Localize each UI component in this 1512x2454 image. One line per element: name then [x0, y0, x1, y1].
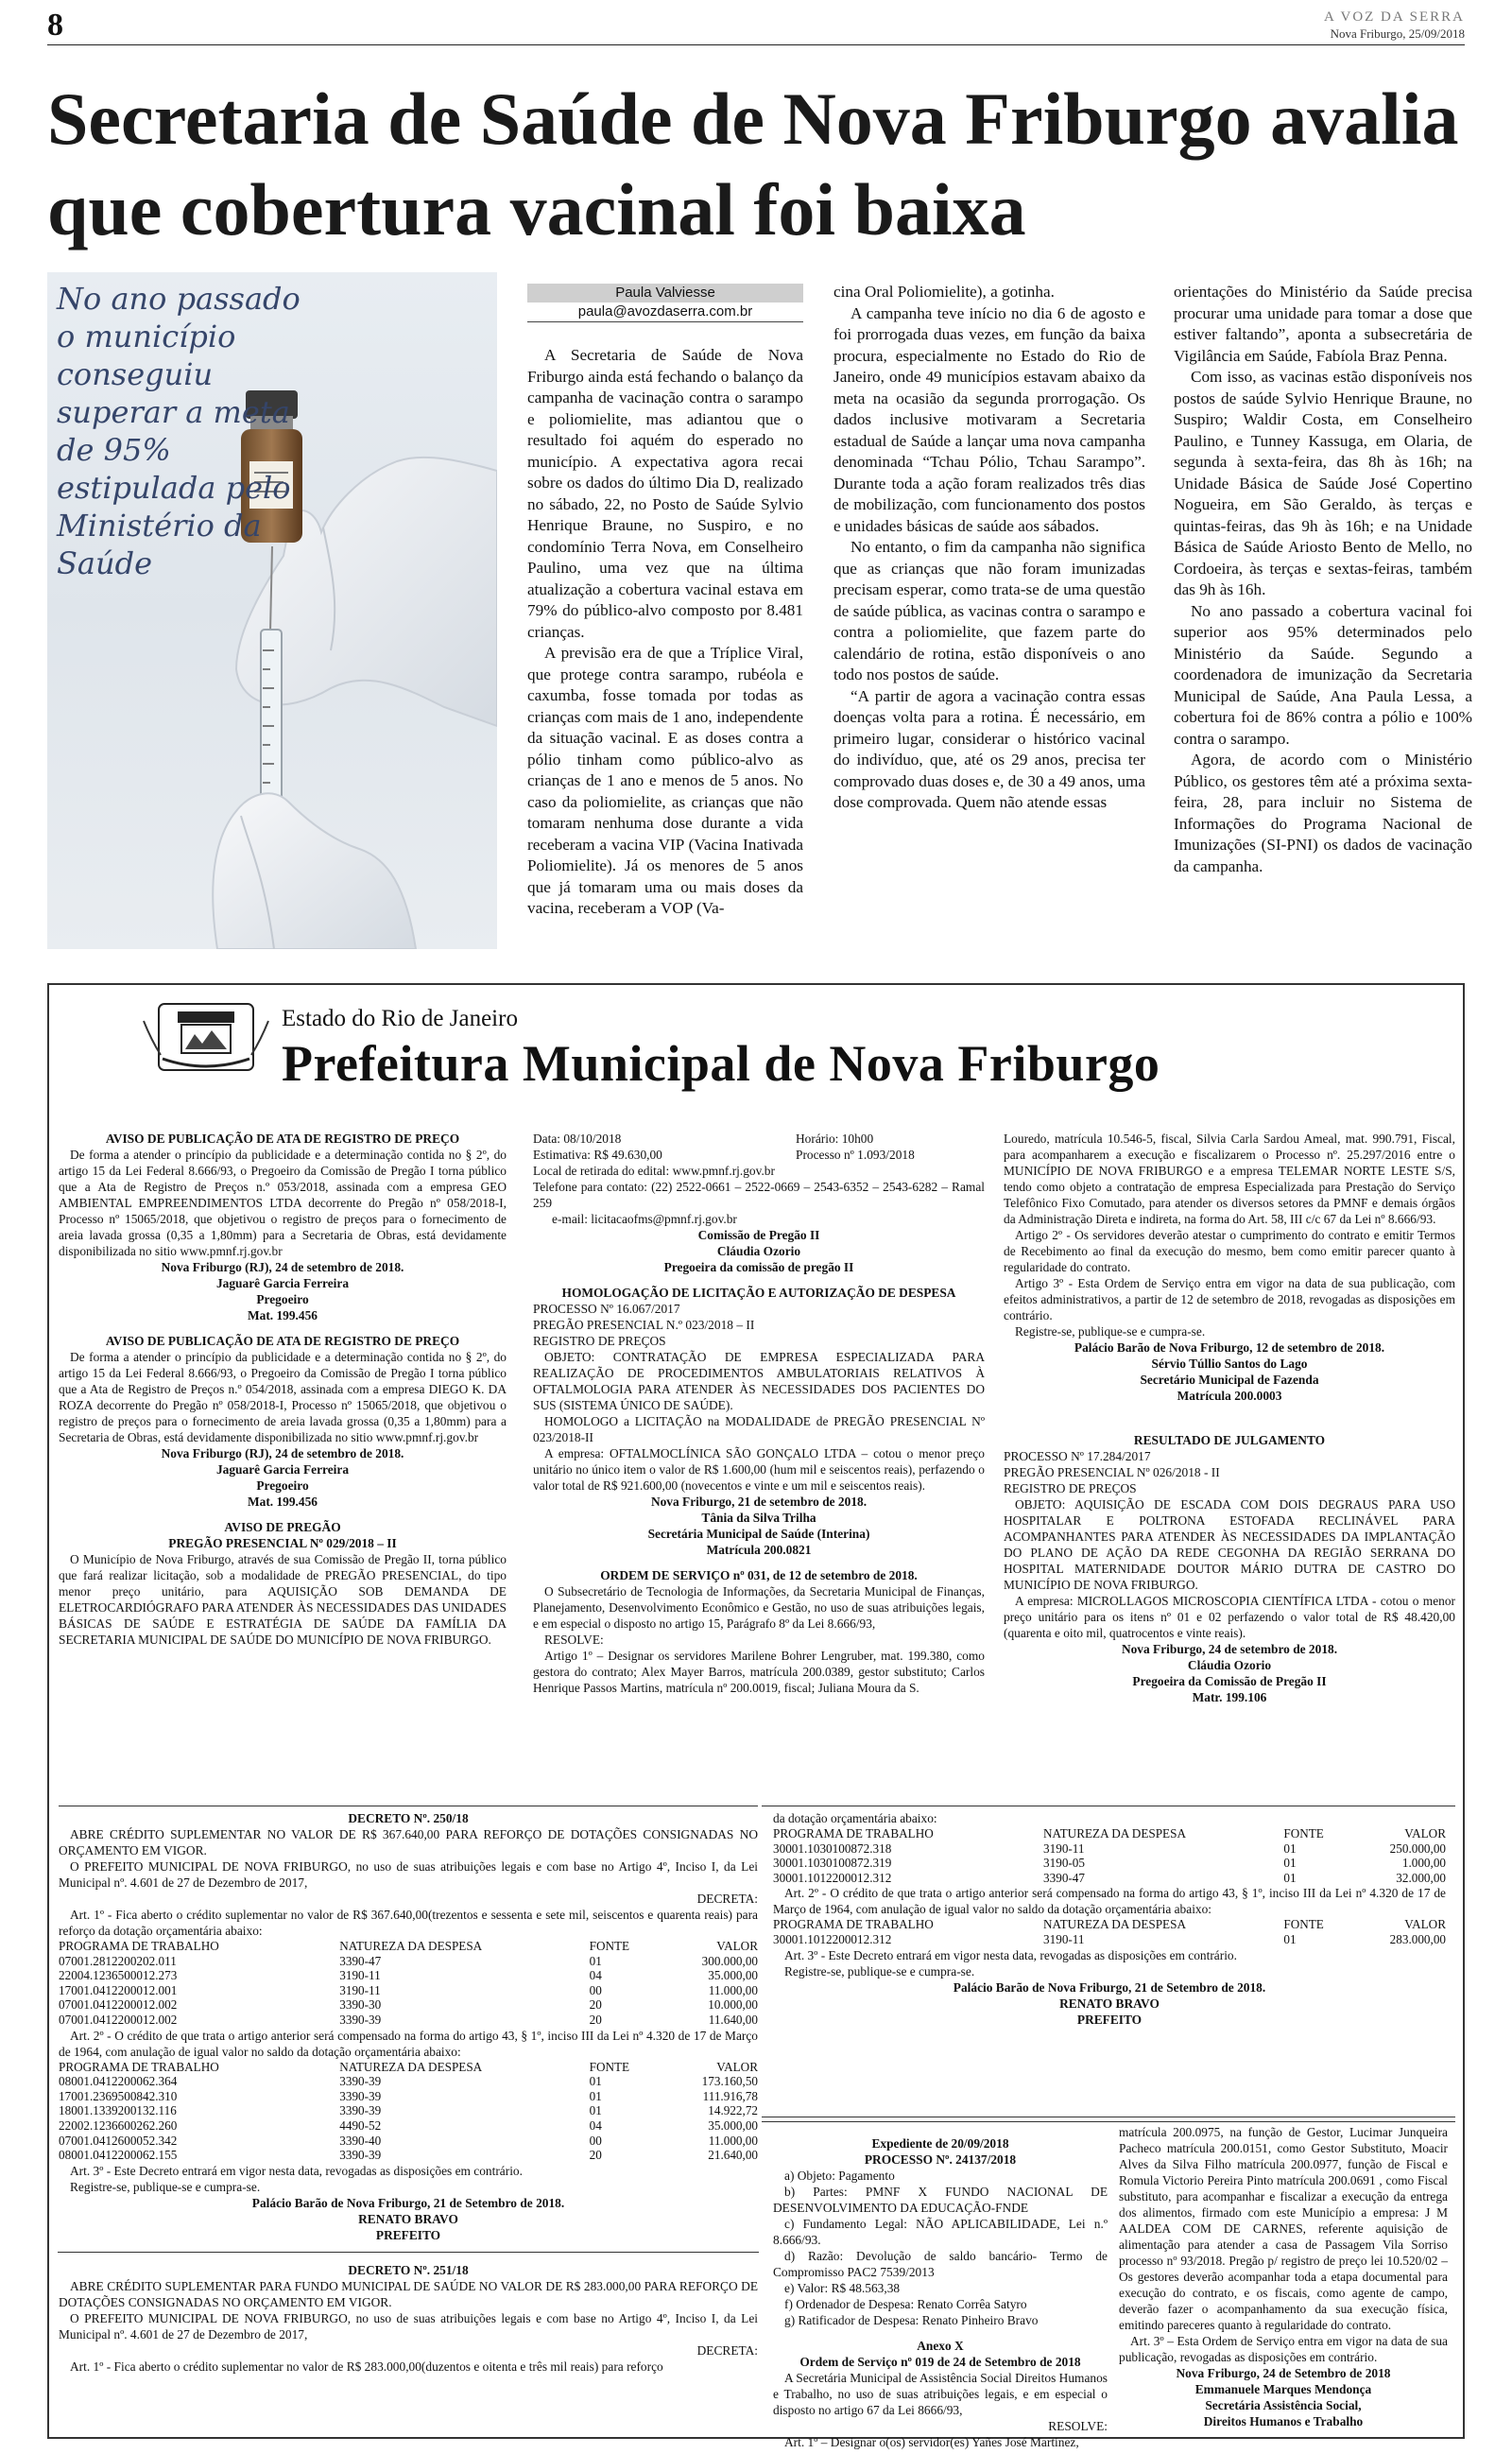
table-row	[59, 2089, 758, 2104]
headline: Secretaria de Saúde de Nova Friburgo avalia que cobertura vacinal foi baixa	[47, 78, 1459, 251]
table-cell: 07001.2812200202.011	[59, 1953, 177, 1968]
table-header-row	[59, 2060, 758, 2075]
table-header-cell: NATUREZA DA DESPESA	[1043, 1826, 1186, 1840]
table-cell: 07001.0412200012.002	[59, 1997, 178, 2013]
table-header-cell: PROGRAMA DE TRABALHO	[773, 1826, 934, 1840]
ordem-art1-cont: Louredo, matrícula 10.546-5, fiscal, Silvia Carla Sardou Ameal, mat. 990.791, Fiscal, para acompanharem a execução e fiscalizarem o Processo nº. 25.297/2016 entre o MUNICÍPIO DE NOVA FRIBURGO e a empresa TELEMAR NORTE LESTE S/S, tendo como objeto a contratação de empresa Especializada para Prestação do Serviço Telefônico Fixo Comutado, para atender os diversos setores da PMNF e demais órgãos da Administração Direta e indireta, na forma do Art. 58, III c/c 67 da Lei nº 8.666/93.	[1004, 1132, 1455, 1226]
table-cell: 11.000,00	[708, 2133, 758, 2148]
ordem-art1-part: Artigo 1º – Designar os servidores Marilene Bohrer Lengruber, mat. 199.380, como gestora do contrato; Alex Mayer Barros, matrícula 200.0389, gestor substituto; Carlos Henrique Passos Martins, matrícula nº 200.0019, fiscal; Juliana Moura da S.	[533, 1649, 985, 1695]
prefeitura-title: Prefeitura Municipal de Nova Friburgo	[282, 1035, 1160, 1092]
pregao-process: Processo nº 1.093/2018	[796, 1148, 915, 1162]
table-cell: 21.640,00	[708, 2148, 758, 2163]
table-header-row	[59, 1939, 758, 1954]
decreto-registre: Registre-se, publique-se e cumpra-se.	[784, 1963, 975, 1979]
table-header-cell: FONTE	[1283, 1917, 1324, 1932]
signatory-role: Secretário Municipal de Fazenda	[1140, 1373, 1319, 1387]
homolog-objeto: OBJETO: CONTRATAÇÃO DE EMPRESA ESPECIALIZADA PARA REALIZAÇÃO DE PROCEDIMENTOS AMBULATORIAIS RELATIVOS À OFTALMOLOGIA PARA ATENDER ÀS NECESSIDADES DOS PACIENTES DO SUS (SISTEMA ÚNICO DE SAÚDE).	[533, 1350, 985, 1412]
table-cell: 08001.0412200062.155	[59, 2148, 178, 2163]
notice-title: AVISO DE PREGÃO	[224, 1520, 341, 1534]
signatory-mat: Mat. 199.456	[247, 1308, 318, 1322]
table-cell: 11.640,00	[708, 2012, 758, 2027]
dotacao-table-1	[59, 1939, 758, 2028]
legal-column-1	[59, 1131, 507, 1648]
decreto-art3: Art. 3º - Este Decreto entrará em vigor nesta data, revogadas as disposições em contrário.	[784, 1947, 1237, 1962]
table-cell: 04	[589, 2117, 602, 2133]
expediente-item: e) Valor: R$ 48.563,38	[784, 2281, 901, 2295]
homolog-empresa: A empresa: OFTALMOCLÍNICA SÃO GONÇALO LTDA – cotou o menor preço unitário no único item o valor de R$ 1.600,00 (hum mil e seiscentos reais), perfazendo o valor total de R$ 921.600,00 (novecentos e vinte e um mil e seiscentos reais).	[533, 1446, 985, 1493]
signatory-mat: Matrícula 200.0003	[1177, 1389, 1282, 1403]
pregao-local: Local de retirada do edital: www.pmnf.rj.gov.br	[533, 1164, 775, 1178]
decreto-art1: Art. 1º - Fica aberto o crédito suplementar no valor de R$ 367.640,00(trezentos e sessenta e sete mil, seiscentos e quarenta reais) para reforço da dotação orçamentária abaixo:	[59, 1908, 758, 1938]
table-cell: 01	[589, 2074, 602, 2089]
table-cell: 01	[1283, 1840, 1297, 1856]
homolog-line: REGISTRO DE PREÇOS	[533, 1334, 666, 1348]
notice-date: Palácio Barão de Nova Friburgo, 21 de Setembro de 2018.	[953, 1979, 1266, 1995]
article-column-2	[833, 282, 1145, 814]
table-row	[59, 2134, 758, 2149]
table-cell: 17001.2369500842.310	[59, 2088, 178, 2103]
notice-date: Nova Friburgo, 21 de setembro de 2018.	[650, 1495, 868, 1509]
municipal-seal-icon	[140, 1002, 272, 1072]
anexo-body: A Secretária Municipal de Assistência Social Direitos Humanos e Trabalho, no uso de suas atribuições legais, e em especial o disposto no artigo 67 da Lei 8666/93,	[773, 2371, 1108, 2417]
table-cell: 35.000,00	[708, 1968, 758, 1983]
table-row	[773, 1856, 1446, 1871]
table-row	[59, 2148, 758, 2163]
table-cell: 30001.1030100872.318	[773, 1840, 892, 1856]
dotacao-table-3	[773, 1826, 1446, 1885]
notice-date: Palácio Barão de Nova Friburgo, 12 de setembro de 2018.	[1074, 1340, 1385, 1355]
state-name: Estado do Rio de Janeiro	[282, 1006, 518, 1031]
table-cell: 20	[589, 2148, 602, 2163]
notice-body: De forma a atender o princípio da publicidade e a determinação contida no § 2º, do artigo 15 da Lei Federal 8.666/93, o Pregoeiro da Comissão de Pregão I torna público que a Ata de Registro de Preços n.º 054/2018, assinada com a empresa DIEGO K. DA ROZA decorrente do Pregão nº 058/2018-I, Processo nº 15065/2018, que objetivou o registro de preços para o fornecimento de areia lavada grossa (0,35 a 1,80mm) para a Secretaria de Obras, está devidamente disponibilizada no sitio www.pmnf.rj.gov.br	[59, 1350, 507, 1444]
table-cell: 00	[589, 1982, 602, 1997]
table-cell: 22002.1236600262.260	[59, 2117, 178, 2133]
anexo-title: Anexo X	[917, 2339, 964, 2353]
table-cell: 20	[589, 2012, 602, 2027]
table-cell: 3390-39	[339, 2074, 382, 2089]
table-header-cell: FONTE	[589, 1939, 630, 1953]
byline-email[interactable]: paula@avozdaserra.com.br	[527, 302, 803, 322]
article-paragraph: A Secretaria de Saúde de Nova Friburgo ainda está fechando o balanço da campanha de vacinação contra o sarampo e poliomielite, mas adiantou que o resultado foi aquém do esperado no município. A expectativa agora recai sobre os dados do último Dia D, realizado no sábado, 22, no Posto de Saúde Sylvio Henrique Braune, no Suspiro, e no condomínio Terra Nova, em Conselheiro Paulino, uma vez que na última atualização a cobertura vacinal estava em 79% do público-alvo composto por 8.481 crianças.	[527, 346, 803, 641]
expediente-item: c) Fundamento Legal: NÃO APLICABILIDADE, Lei n.º 8.666/93.	[773, 2217, 1108, 2247]
table-cell: 3390-47	[1043, 1870, 1085, 1885]
decreto-decreta: DECRETA:	[696, 2342, 758, 2358]
table-cell: 3190-11	[339, 1968, 381, 1983]
decreto-ementa: ABRE CRÉDITO SUPLEMENTAR NO VALOR DE R$ 367.640,00 PARA REFORÇO DE DOTAÇÕES CONSIGNADAS NO ORÇAMENTO EM VIGOR.	[59, 1827, 758, 1858]
table-cell: 3190-05	[1043, 1856, 1085, 1871]
table-cell: 250.000,00	[1389, 1840, 1446, 1856]
signatory-role: PREFEITO	[1076, 2012, 1143, 2027]
notice-title: AVISO DE PUBLICAÇÃO DE ATA DE REGISTRO DE PREÇO	[105, 1132, 460, 1146]
ordem-art2: Artigo 2º - Os servidores deverão atestar o cumprimento do contrato e emitir Termos de Recebimento ao final da execução do mesmo, bem como emitir parecer quanto à regularidade do contrato.	[1004, 1228, 1455, 1274]
newspaper-masthead: A VOZ DA SERRA	[1324, 9, 1465, 25]
page-header	[47, 8, 1465, 45]
expediente-item: b) Partes: PMNF X FUNDO NACIONAL DE DESENVOLVIMENTO DA EDUCAÇÃO-FNDE	[773, 2185, 1108, 2215]
notice-date: Nova Friburgo, 24 de Setembro de 2018	[1176, 2366, 1391, 2380]
table-cell: 3390-47	[339, 1953, 382, 1968]
pregao-date: Data: 08/10/2018	[533, 1132, 622, 1146]
anexo-resolve: RESOLVE:	[1048, 2419, 1108, 2433]
notice-date: Nova Friburgo (RJ), 24 de setembro de 2018.	[161, 1446, 404, 1460]
signatory-name: Cláudia Ozorio	[1187, 1658, 1272, 1672]
table-cell: 10.000,00	[708, 1997, 758, 2013]
notice-title: RESULTADO DE JULGAMENTO	[1133, 1433, 1326, 1447]
article-paragraph: A campanha teve início no dia 6 de agosto e foi prorrogada duas vezes, em função da baixa procura, especialmente no Estado do Rio de Janeiro, onde 49 municípios estavam abaixo da meta na ocasião da segunda prorrogação. Os dados inclusive motivaram a Secretaria estadual de Saúde a lançar uma nova campanha denominada “Tchau Pólio, Tchau Sarampo”. Durante toda a ação foram realizados três dias de mobilização, com funcionamento dos postos e unidades básicas de saúde aos sábados.	[833, 303, 1145, 535]
table-cell: 3390-39	[339, 2012, 382, 2027]
article-column-1	[527, 345, 803, 920]
table-cell: 3190-11	[1043, 1931, 1085, 1946]
table-cell: 173.160,50	[701, 2074, 758, 2089]
resultado-empresa: A empresa: MICROLLAGOS MICROSCOPIA CIENTÍFICA LTDA - cotou o menor preço unitário para os itens nº 01 e 02 perfazendo o valor total de R$ 48.420,00 (quarenta e oito mil, quatrocentos e vinte reais).	[1004, 1594, 1455, 1640]
ordem-resolve: RESOLVE:	[544, 1633, 604, 1647]
notice-title: HOMOLOGAÇÃO DE LICITAÇÃO E AUTORIZAÇÃO DE DESPESA	[561, 1286, 956, 1300]
decreto-art2: Art. 2º - O crédito de que trata o artigo anterior será compensado na forma do artigo 43, § 1º, inciso III da Lei nº 4.320 de 17 de Março de 1964, com anulação de igual valor no saldo da dotação orçamentária abaixo:	[773, 1886, 1446, 1917]
decreto-251-cont	[773, 1810, 1446, 2028]
pregao-estimate: Estimativa: R$ 49.630,00	[533, 1148, 662, 1162]
notice-subtitle: PREGÃO PRESENCIAL Nº 029/2018 – II	[168, 1536, 397, 1550]
byline	[527, 284, 803, 322]
pregao-email: e-mail: licitacaofms@pmnf.rj.gov.br	[552, 1212, 737, 1226]
signatory-role: Secretária Assistência Social,	[1205, 2398, 1362, 2412]
dotacao-table-2	[59, 2060, 758, 2163]
table-header-cell: PROGRAMA DE TRABALHO	[59, 1939, 219, 1953]
table-header-cell: PROGRAMA DE TRABALHO	[59, 2059, 219, 2074]
table-cell: 283.000,00	[1389, 1931, 1446, 1946]
article-paragraph-5a: “A partir de agora a vacinação contra essas doenças volta para a rotina. É necessário, em primeiro lugar, considerar o histórico vacinal do indivíduo, que, até os 29 anos, precisa ter comprovado duas doses e, de 30 a 49 anos, uma dose comprovada. Quem não atende essas	[833, 686, 1145, 811]
table-row	[773, 1841, 1446, 1857]
anexo-cont	[1119, 2124, 1448, 2429]
expediente-processo: PROCESSO Nº. 24137/2018	[864, 2152, 1017, 2167]
decreto-title: DECRETO Nº. 250/18	[348, 1811, 469, 1825]
table-cell: 300.000,00	[701, 1953, 758, 1968]
anexo-ordem: Ordem de Serviço nº 019 de 24 de Setembro de 2018	[799, 2355, 1081, 2369]
signatory-name: Sérvio Túllio Santos do Lago	[1151, 1357, 1308, 1371]
photo-caption: No ano passado o município conseguiu superar a meta de 95% estipulada pelo Ministério da Saúde	[57, 281, 301, 581]
article-paragraph: No ano passado a cobertura vacinal foi superior aos 95% determinados pelo Ministério da Saúde. Segundo a coordenadora de imunização da Secretaria Municipal de Saúde, Ana Paula Lessa, a cobertura foi de 86% contra a pólio e 100% contra o sarampo.	[1174, 601, 1472, 748]
table-cell: 3190-11	[339, 1982, 381, 1997]
notice-date: Nova Friburgo (RJ), 24 de setembro de 2018.	[161, 1260, 404, 1274]
table-cell: 14.922,72	[708, 2103, 758, 2118]
table-row	[59, 2118, 758, 2134]
expediente	[773, 2135, 1108, 2450]
pregao-time: Horário: 10h00	[796, 1132, 874, 1146]
notice-title: ORDEM DE SERVIÇO nº 031, de 12 de setembro de 2018.	[600, 1568, 918, 1582]
byline-author: Paula Valviesse	[527, 284, 803, 302]
expediente-title: Expediente de 20/09/2018	[871, 2136, 1009, 2151]
table-cell: 18001.1339200132.116	[59, 2103, 177, 2118]
notice-title: AVISO DE PUBLICAÇÃO DE ATA DE REGISTRO DE PREÇO	[105, 1334, 460, 1348]
table-cell: 30001.1012200012.312	[773, 1931, 892, 1946]
signatory-mat: Mat. 199.456	[247, 1495, 318, 1509]
resultado-objeto: OBJETO: AQUISIÇÃO DE ESCADA COM DOIS DEGRAUS PARA USO HOSPITALAR E POLTRONA ESTOFADA RECLINÁVEL PARA ACOMPANHANTES PARA ATENDER ÀS NECESSIDADES DA IMPLANTAÇÃO DO PLANO DE AÇÃO DA REDE CEGONHA DA REGIÃO SERRANA DO HOSPITAL MATERNIDADE DOUTOR MÁRIO DUTRA DE CASTRO DO MUNICÍPIO DE NOVA FRIBURGO.	[1004, 1497, 1455, 1592]
signatory-role: PREFEITO	[375, 2227, 441, 2242]
article-paragraph-5b: orientações do Ministério da Saúde precisa procurar uma unidade para tomar a dose que estiver faltando”, aponta a subsecretária de Vigilância em Saúde, Fabíola Braz Penna.	[1174, 283, 1472, 365]
table-row	[59, 1954, 758, 1969]
notice-body: O Município de Nova Friburgo, através de sua Comissão de Pregão II, torna público que fará realizar licitação, sob a modalidade de PREGÃO PRESENCIAL, do tipo menor preço unitário, para AQUISIÇÃO SOB DEMANDA DE ELETROCARDIÓGRAFO PARA ATENDER ÀS NECESSIDADES DAS UNIDADES BÁSICAS DE SAÚDE E ESTRATÉGIA DE SAÚDE DA FAMÍLIA DA SECRETARIA MUNICIPAL DE SAÚDE DO MUNICÍPIO DE NOVA FRIBURGO.	[59, 1552, 507, 1647]
decreto-art3: Art. 3º - Este Decreto entrará em vigor nesta data, revogadas as disposições em contrário.	[70, 2163, 523, 2178]
expediente-item: a) Objeto: Pagamento	[784, 2169, 895, 2183]
table-row	[59, 1997, 758, 2013]
table-cell: 01	[1283, 1870, 1297, 1885]
expediente-item: f) Ordenador de Despesa: Renato Corrêa Satyro	[784, 2297, 1027, 2311]
decreto-decreta: DECRETA:	[696, 1892, 758, 1906]
table-cell: 01	[1283, 1856, 1297, 1871]
table-row	[773, 1871, 1446, 1886]
article-paragraph-2a: A previsão era de que a Tríplice Viral, que protege contra sarampo, rubéola e caxumba, fosse tomada por todas as crianças com mais de 1 ano, independente da situação vacinal. E as doses contra a pólio tinham como público-alvo as crianças de 1 ano e menos de 5 anos. No caso da poliomielite, as crianças que não tomaram nenhuma dose durante a vida receberam a vacina VIP (Vacina Inativada Poliomielite). Já os menores de 5 anos que já tomaram uma ou mais doses da vacina, receberam a VOP (Va-	[527, 644, 803, 917]
resultado-line: REGISTRO DE PREÇOS	[1004, 1481, 1137, 1495]
table-cell: 07001.0412200012.002	[59, 2012, 178, 2027]
decreto-art2: Art. 2º - O crédito de que trata o artigo anterior será compensado na forma do artigo 43, § 1º, inciso III da Lei nº 4.320 de 17 de Março de 1964, com anulação de igual valor no saldo da dotação orçamentária abaixo:	[59, 2028, 758, 2059]
table-cell: 32.000,00	[1396, 1870, 1446, 1885]
table-cell: 01	[589, 2088, 602, 2103]
table-cell: 3390-39	[339, 2148, 382, 2163]
ordem-art3: Artigo 3º - Esta Ordem de Serviço entra em vigor na data de sua publicação, com efeitos administrativos, a partir de 12 de setembro de 2018, revogadas as disposições em contrário.	[1004, 1276, 1455, 1322]
resultado-line: PROCESSO Nº 17.284/2017	[1004, 1449, 1151, 1463]
ordem-registre: Registre-se, publique-se e cumpra-se.	[1015, 1324, 1206, 1339]
dotacao-table-4	[773, 1917, 1446, 1946]
table-cell: 3190-11	[1043, 1840, 1085, 1856]
signatory-name: Emmanuele Marques Mendonça	[1194, 2382, 1372, 2396]
table-header-cell: NATUREZA DA DESPESA	[339, 2059, 483, 2074]
notice-body: De forma a atender o princípio da publicidade e a determinação contida no § 2º, do artigo 15 da Lei Federal 8.666/93, o Pregoeiro da Comissão de Pregão I torna público que a Ata de Registro de Preços n.º 053/2018, assinada com a empresa GEO AMBIENTAL EMPREENDIMENTOS LTDA decorrente do Pregão nº 058/2018-I, Processo nº 15065/2018, que objetivou o registro de preços para o fornecimento de areia lavada grossa (0,35 a 1,80mm) para a Secretaria de Obras, está devidamente disponibilizada no sitio www.pmnf.rj.gov.br	[59, 1148, 507, 1258]
table-header-cell: VALOR	[1404, 1826, 1446, 1840]
table-cell: 3390-40	[339, 2133, 382, 2148]
table-cell: 3390-39	[339, 2088, 382, 2103]
signatory-name: Cláudia Ozorio	[716, 1244, 801, 1258]
article-paragraph: Com isso, as vacinas estão disponíveis nos postos de saúde Sylvio Henrique Braune, no Suspiro; Waldir Costa, em Conselheiro Paulino, e Tunney Kassuga, em Olaria, de segunda à sexta-feira, das 8h às 16h; na Unidade Básica de Saúde José Copertino Nogueira, em São Geraldo, às terças e quintas-feiras, das 9h às 16h; e na Unidade Básica de Saúde Ariosto Bento de Mello, no Cordoeira, às terças e sextas-feiras, também das 9h às 16h.	[1174, 368, 1472, 598]
pregao-date-row	[533, 1131, 985, 1147]
table-cell: 01	[589, 2103, 602, 2118]
table-header-row	[773, 1826, 1446, 1841]
decreto-250	[59, 1810, 758, 2375]
expediente-item: d) Razão: Devolução de saldo bancário- Termo de Compromisso PAC2 7539/2013	[773, 2249, 1108, 2279]
table-cell: 4490-52	[339, 2117, 382, 2133]
table-cell: 11.000,00	[708, 1982, 758, 1997]
signatory-role: Pregoeira da comissão de pregão II	[663, 1260, 854, 1274]
decreto-registre: Registre-se, publique-se e cumpra-se.	[70, 2179, 261, 2194]
article-column-3	[1174, 282, 1472, 877]
table-header-cell: NATUREZA DA DESPESA	[339, 1939, 483, 1953]
table-header-cell: NATUREZA DA DESPESA	[1043, 1917, 1186, 1932]
table-row	[59, 2074, 758, 2089]
legal-column-2	[533, 1131, 985, 1696]
table-row	[59, 2103, 758, 2118]
table-row	[59, 2013, 758, 2028]
table-cell: 04	[589, 1968, 602, 1983]
signatory-name: Jaguarê Garcia Ferreira	[215, 1462, 350, 1477]
article-paragraph: No entanto, o fim da campanha não significa que as crianças que não foram imunizadas precisam esperar, como trata-se de uma questão de saúde pública, as vacinas contra o sarampo e contra a poliomielite, que fazem parte do calendário de rotina, estão disponíveis o ano todo nos postos de saúde.	[833, 538, 1145, 683]
signatory-mat: Matr. 199.106	[1192, 1690, 1267, 1704]
table-row	[773, 1932, 1446, 1947]
table-header-cell: VALOR	[716, 2059, 758, 2074]
table-cell: 20	[589, 1997, 602, 2013]
table-cell: 35.000,00	[708, 2117, 758, 2133]
anexo-art3: Art. 3º – Esta Ordem de Serviço entra em vigor na data de sua publicação, revogadas as disposições em contrário.	[1119, 2334, 1448, 2364]
article-paragraph-2b: cina Oral Poliomielite), a gotinha.	[833, 283, 1055, 301]
signatory-name: RENATO BRAVO	[358, 2211, 458, 2226]
decreto-251-cont-box	[762, 1806, 1455, 2117]
decreto-ementa: ABRE CRÉDITO SUPLEMENTAR PARA FUNDO MUNICIPAL DE SAÚDE NO VALOR DE R$ 283.000,00 PARA REFORÇO DE DOTAÇÕES CONSIGNADAS NO ORÇAMENTO EM VIGOR.	[59, 2278, 758, 2309]
table-cell: 30001.1012200012.312	[773, 1870, 892, 1885]
table-cell: 01	[589, 1953, 602, 1968]
article-paragraph: Agora, de acordo com o Ministério Público, os gestores têm até a próxima sexta-feira, 28, para incluir no Sistema de Informações do Programa Nacional de Imunizações (SI-PNI) os dados de vacinação da campanha.	[1174, 751, 1472, 875]
table-header-cell: FONTE	[1283, 1826, 1324, 1840]
table-cell: 30001.1030100872.319	[773, 1856, 892, 1871]
homolog-text: HOMOLOGO a LICITAÇÃO na MODALIDADE de PREGÃO PRESENCIAL Nº 023/2018-II	[533, 1414, 985, 1444]
signatory-role: Pregoeiro	[256, 1292, 309, 1306]
legal-column-3	[1004, 1131, 1455, 1705]
page-number: 8	[47, 8, 63, 43]
expediente-box	[762, 2121, 1455, 2449]
table-cell: 1.000,00	[1401, 1856, 1446, 1871]
table-cell: 07001.0412600052.342	[59, 2133, 178, 2148]
decreto-title: DECRETO Nº. 251/18	[348, 2262, 469, 2277]
table-header-cell: PROGRAMA DE TRABALHO	[773, 1917, 934, 1932]
decreto-box	[59, 1806, 758, 2429]
table-cell: 22004.1236500012.273	[59, 1968, 178, 1983]
signatory-name: Jaguarê Garcia Ferreira	[215, 1276, 350, 1290]
pregao-phone: Telefone para contato: (22) 2522-0661 – 2522-0669 – 2543-6352 – 2543-6282 – Ramal 259	[533, 1180, 985, 1210]
signatory-mat: Matrícula 200.0821	[706, 1543, 812, 1557]
signatory-role: Pregoeira da Comissão de Pregão II	[1132, 1674, 1327, 1688]
homolog-line: PREGÃO PRESENCIAL N.º 023/2018 – II	[533, 1318, 755, 1332]
table-header-cell: VALOR	[1404, 1917, 1446, 1932]
table-cell: 08001.0412200062.364	[59, 2074, 178, 2089]
notice-date: Palácio Barão de Nova Friburgo, 21 de Setembro de 2018.	[251, 2195, 565, 2210]
article-photo	[47, 272, 497, 949]
table-row	[59, 1983, 758, 1998]
decreto-cont: da dotação orçamentária abaixo:	[773, 1811, 937, 1825]
table-cell: 01	[1283, 1931, 1297, 1946]
table-cell: 3390-30	[339, 1997, 382, 2013]
table-header-cell: VALOR	[716, 1939, 758, 1953]
notice-date: Nova Friburgo, 24 de setembro de 2018.	[1121, 1642, 1338, 1656]
table-cell: 17001.0412200012.001	[59, 1982, 178, 1997]
dateline: Nova Friburgo, 25/09/2018	[1330, 26, 1465, 41]
resultado-line: PREGÃO PRESENCIAL Nº 026/2018 - II	[1004, 1465, 1220, 1479]
table-header-cell: FONTE	[589, 2059, 630, 2074]
signatory-role: Secretária Municipal de Saúde (Interina)	[647, 1527, 870, 1541]
homolog-line: PROCESSO Nº 16.067/2017	[533, 1302, 680, 1316]
ordem-body: O Subsecretário de Tecnologia de Informações, da Secretaria Municipal de Finanças, Planejamento, Desenvolvimento Econômico e Gestão, no uso de suas atribuições legais, e em especial o disposto no artigo 15, Parágrafo 8º da Lei 8.666/93,	[533, 1584, 985, 1631]
anexo-art1-part: Art. 1º – Designar o(os) servidor(es) Yañes José Martinez,	[784, 2435, 1079, 2449]
table-row	[59, 1968, 758, 1983]
signatory-role: Direitos Humanos e Trabalho	[1203, 2414, 1364, 2428]
decreto-preamble: O PREFEITO MUNICIPAL DE NOVA FRIBURGO, no uso de suas atribuições legais e com base no Artigo 4º, Inciso I, da Lei Municipal nº. 4.601 de 27 de Dezembro de 2017,	[59, 2310, 758, 2342]
anexo-art1-cont: matrícula 200.0975, na função de Gestor, Lucimar Junqueira Pacheco matrícula 200.0151, como Gestor Substituto, Moacir Alves da Silva Filho matrícula 200.0977, função de Fiscal e Romula Victorio Pereira Pinto matrícula 200.0691 , como Fiscal substituto, para acompanhar e fiscalizar a execução da entrega dos alimentos, firmado com este Município a empresa: J M AALDEA COM DE CARNES, referente aquisição de alimentação para atender a casa de Passagem Vila Sorriso processo nº 93/2018. Pregão p/ registro de preço lei 10.520/02 – Os gestores deverão acompanhar toda a etapa documental para execução do contrato, e os fiscais, como agente de campo, deverão fazer o acompanhamento da sua execução física, emitindo pareceres quanto à regularidade do contrato.	[1119, 2125, 1448, 2332]
table-cell: 3390-39	[339, 2103, 382, 2118]
decreto-preamble: O PREFEITO MUNICIPAL DE NOVA FRIBURGO, no uso de suas atribuições legais e com base no Artigo 4º, Inciso I, da Lei Municipal nº. 4.601 de 27 de Dezembro de 2017,	[59, 1859, 758, 1890]
expediente-item: g) Ratificador de Despesa: Renato Pinheiro Bravo	[784, 2313, 1039, 2327]
pregao-comissao: Comissão de Pregão II	[697, 1228, 820, 1242]
signatory-name: RENATO BRAVO	[1059, 1996, 1160, 2011]
pregao-estimate-row	[533, 1147, 985, 1163]
decreto-art1: Art. 1º - Fica aberto o crédito suplementar no valor de R$ 283.000,00(duzentos e oitenta e três mil reais) para reforço	[70, 2359, 663, 2374]
table-cell: 111.916,78	[702, 2088, 758, 2103]
signatory-role: Pregoeiro	[256, 1478, 309, 1493]
signatory-name: Tânia da Silva Trilha	[701, 1511, 816, 1525]
table-cell: 00	[589, 2133, 602, 2148]
table-header-row	[773, 1917, 1446, 1932]
